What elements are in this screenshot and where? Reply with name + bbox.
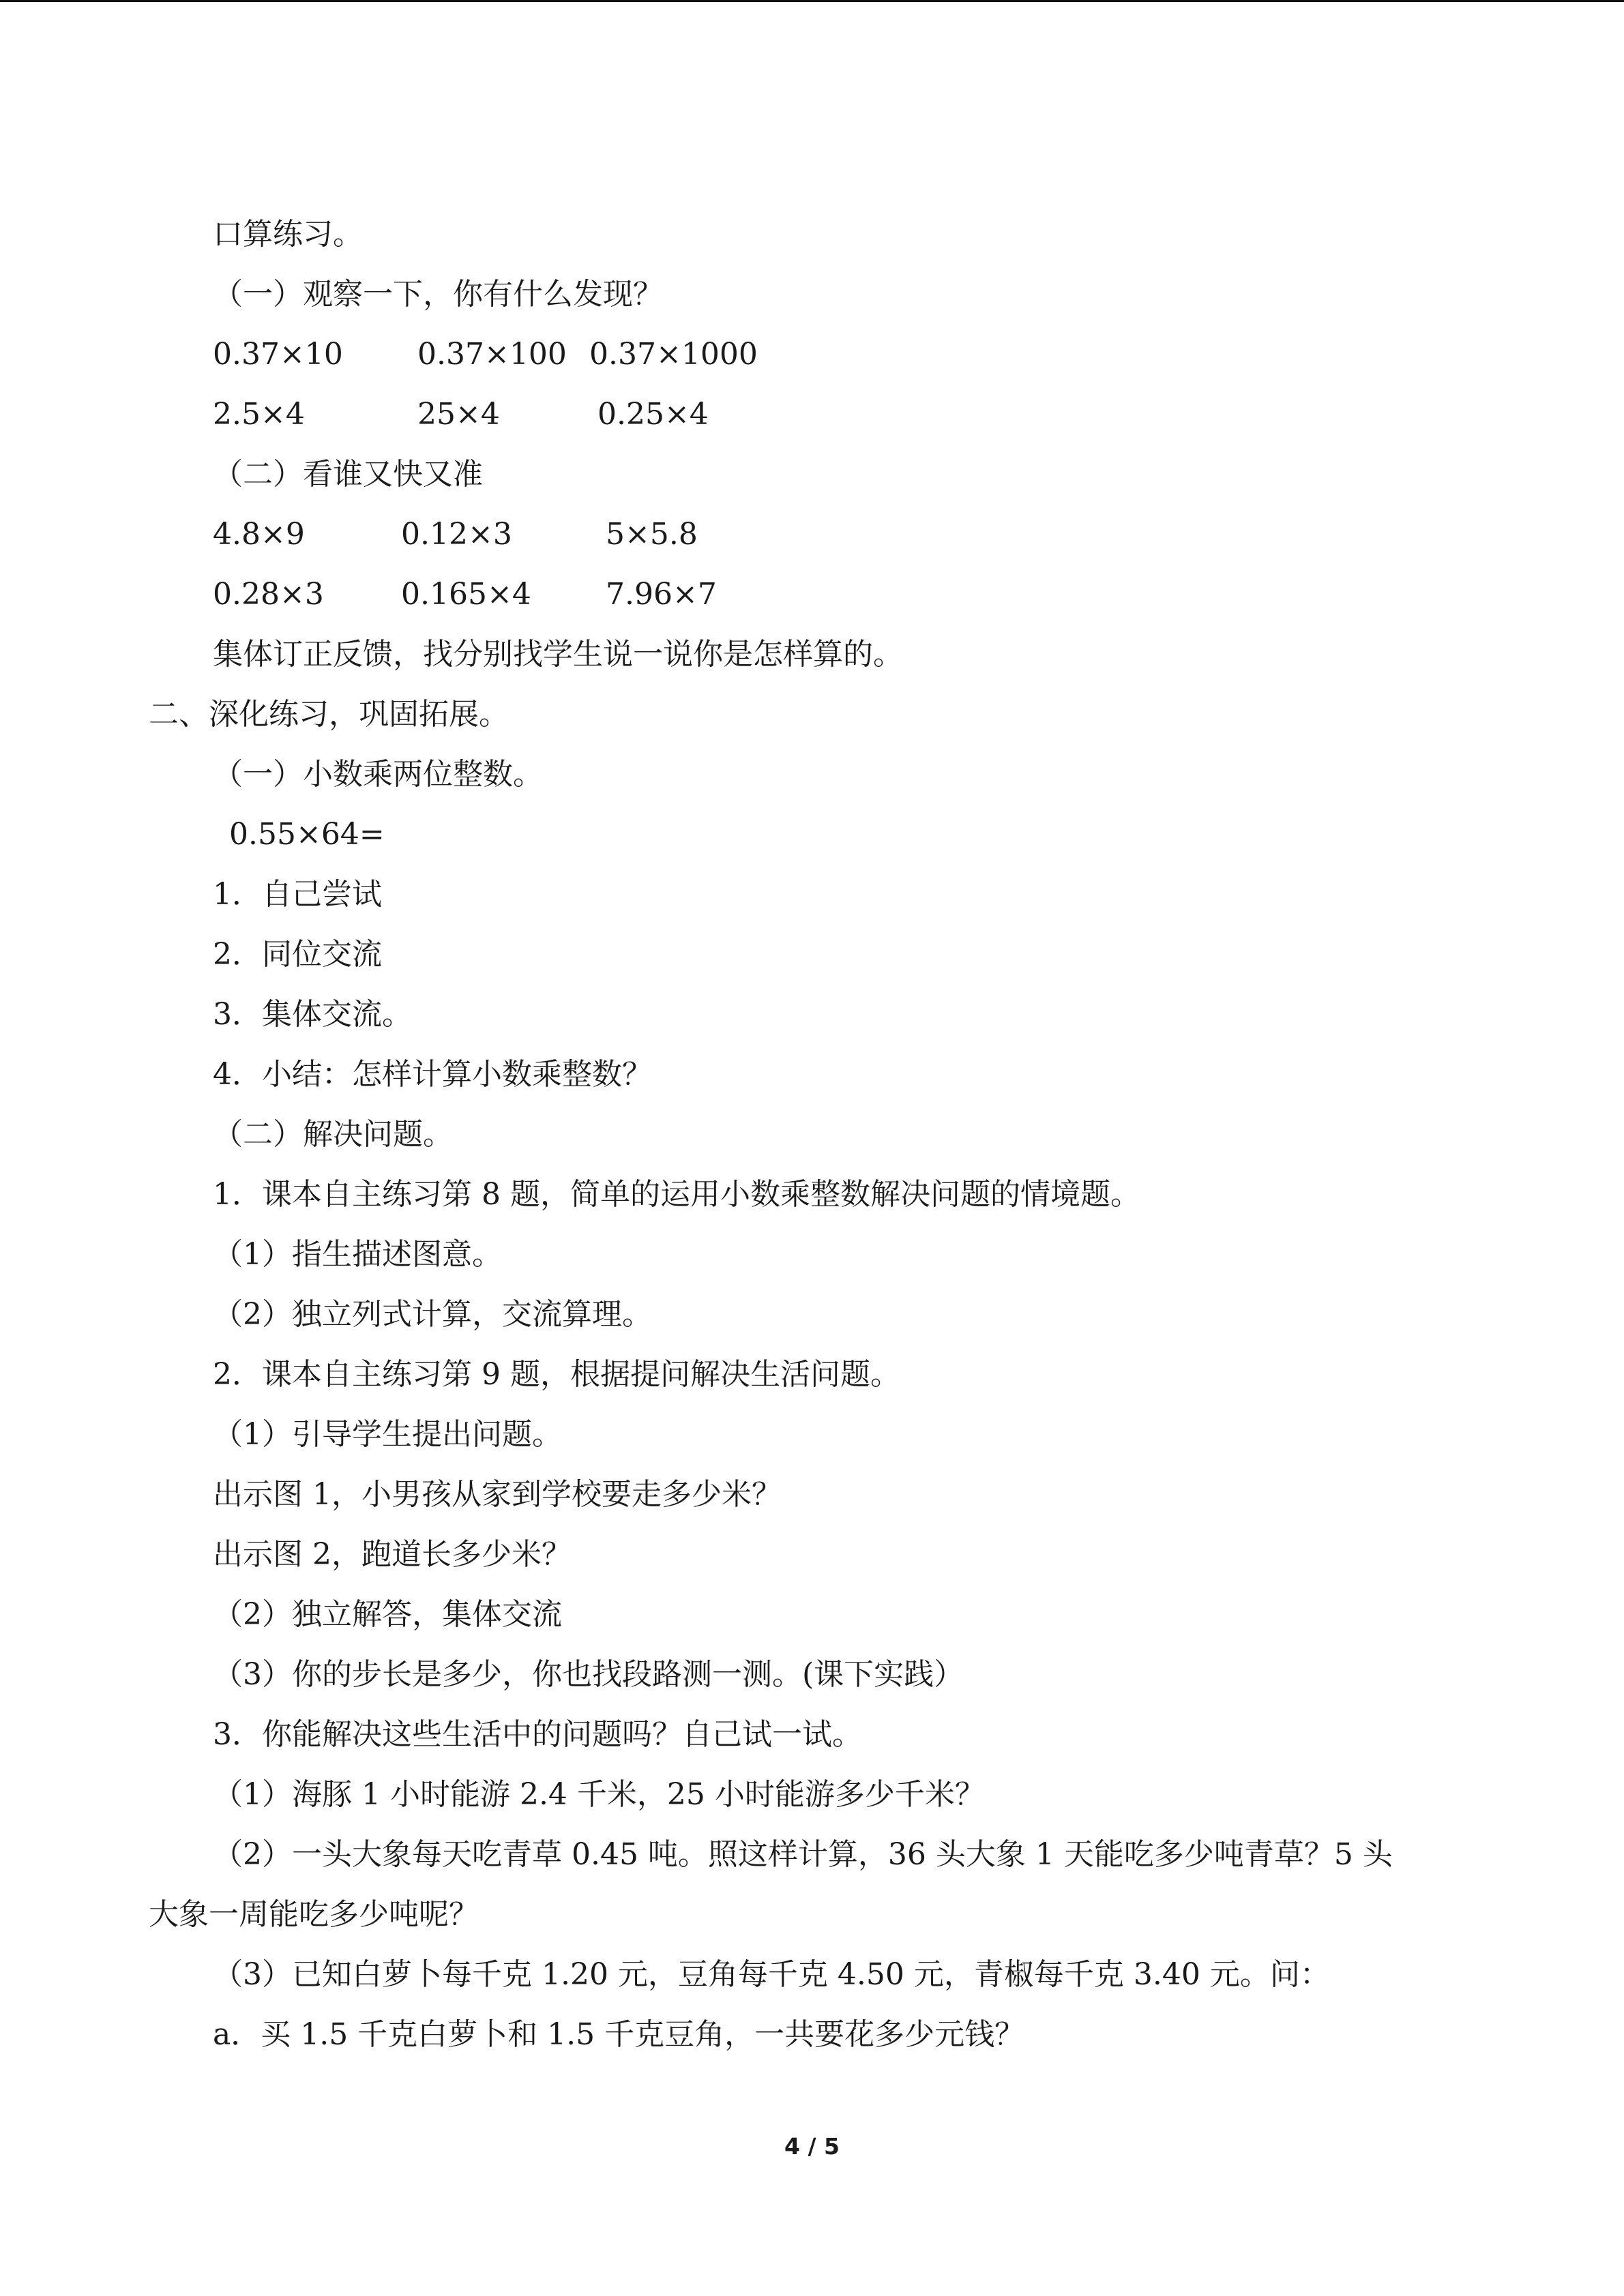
expression: 0.25×4 [597,397,709,432]
expression: 0.55×64= [229,817,385,852]
list-item: a．买 1.5 千克白萝卜和 1.5 千克豆角，一共要花多少元钱？ [213,2017,1025,2052]
list-item: 3．集体交流。 [213,997,412,1032]
expression: 2.5×4 [213,397,305,432]
list-item: 2．课本自主练习第 9 题，根据提问解决生活问题。 [213,1357,900,1392]
list-item: （2）独立解答，集体交流 [213,1597,562,1632]
list-item: 1．自己尝试 [213,877,382,912]
list-item: （1）引导学生提出问题。 [213,1417,562,1452]
expression: 0.28×3 [213,577,324,612]
expression: 4.8×9 [213,517,305,552]
text-line: （一）小数乘两位整数。 [213,757,543,792]
section-heading: 二、深化练习，巩固拓展。 [149,697,509,732]
list-item: （3）已知白萝卜每千克 1.20 元，豆角每千克 4.50 元，青椒每千克 3.40 元。问： [213,1957,1330,1992]
expression: 25×4 [417,397,500,432]
text-line: 出示图 1，小男孩从家到学校要走多少米？ [213,1477,782,1512]
expression: 0.37×1000 [589,337,758,372]
expression: 0.37×100 [417,337,567,372]
text-line: （二）看谁又快又准 [213,457,483,492]
page-number: 4 / 5 [784,2133,840,2160]
list-item: 2．同位交流 [213,937,382,972]
list-item: 3．你能解决这些生活中的问题吗？自己试一试。 [213,1717,862,1752]
top-border [0,0,1624,2]
list-item: 1．课本自主练习第 8 题，简单的运用小数乘整数解决问题的情境题。 [213,1177,1140,1212]
list-item: （2）独立列式计算，交流算理。 [213,1297,652,1332]
expression: 0.165×4 [401,577,531,612]
text-line: 出示图 2，跑道长多少米？ [213,1537,572,1572]
list-item: 4．小结：怎样计算小数乘整数？ [213,1057,652,1092]
expression: 7.96×7 [606,577,717,612]
list-item: （3）你的步长是多少，你也找段路测一测。(课下实践） [213,1657,964,1692]
text-line: （一）观察一下，你有什么发现？ [213,277,663,312]
expression: 0.37×10 [213,337,343,372]
text-line: 口算练习。 [213,217,363,252]
list-item: （2）一头大象每天吃青草 0.45 吨。照这样计算，36 头大象 1 天能吃多少吨青草？5 头 [213,1837,1393,1872]
text-line: 集体订正反馈，找分别找学生说一说你是怎样算的。 [213,637,903,672]
text-line: 大象一周能吃多少吨呢？ [149,1897,479,1932]
expression: 0.12×3 [401,517,512,552]
list-item: （1）海豚 1 小时能游 2.4 千米，25 小时能游多少千米？ [213,1777,985,1812]
expression: 5×5.8 [606,517,698,552]
list-item: （1）指生描述图意。 [213,1237,502,1272]
text-line: （二）解决问题。 [213,1117,453,1152]
